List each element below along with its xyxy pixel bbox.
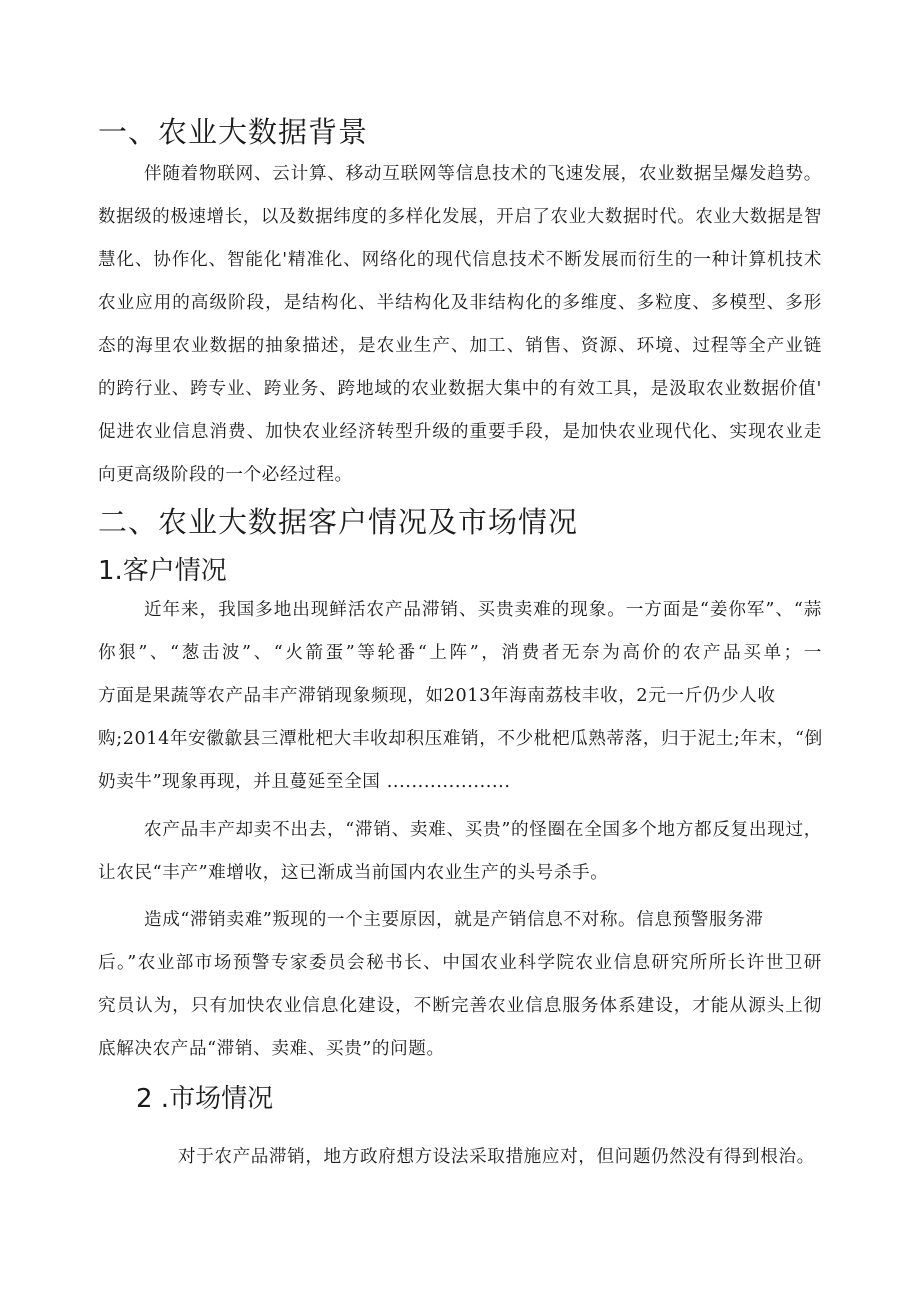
sub1-para2-line-2: 让农民“丰产”难增收，这已渐成当前国内农业生产的头号杀手。 — [98, 863, 609, 883]
section-1-line-6: 的跨行业、跨专业、跨业务、跨地域的农业数据大集中的有效工具，是汲取农业数据价值' — [98, 379, 822, 399]
section-1-line-5: 态的海里农业数据的抽象描述，是农业生产、加工、销售、资源、环境、过程等全产业链 — [98, 336, 822, 356]
sub2-para1-line-1: 对于农产品滞销，地方政府想方设法采取措施应对，但问题仍然没有得到根治。 — [178, 1147, 815, 1167]
section-1-line-1: 伴随着物联网、云计算、移动互联网等信息技术的飞速发展，农业数据呈爆发趋势。 — [144, 164, 822, 184]
sub1-para3-line-4: 底解决农产品“滞销、卖难、买贵”的问题。 — [98, 1039, 445, 1059]
sub1-para3-line-3: 究员认为，只有加快农业信息化建设，不断完善农业信息服务体系建设，才能从源头上彻 — [98, 996, 822, 1016]
sub1-para3-line-1: 造成“滞销卖难”叛现的一个主要原因，就是产销信息不对称。信息预警服务滞 — [144, 910, 764, 930]
sub1-para1-line-5: 奶卖牛”现象再现，并且蔓延至全国 .................... — [98, 772, 511, 792]
section-1-line-4: 农业应用的高级阶段，是结构化、半结构化及非结构化的多维度、多粒度、多模型、多形 — [98, 293, 822, 313]
subsection-2-heading: 2 .市场情况 — [136, 1084, 274, 1114]
sub1-para2-line-1: 农产品丰产却卖不出去，“滞销、卖难、买贵”的怪圈在全国多个地方都反复出现过， — [144, 820, 822, 840]
section-1-line-2: 数据级的极速增长，以及数据纬度的多样化发展，开启了农业大数据时代。农业大数据是智 — [98, 207, 822, 227]
sub1-para3-line-2: 后。”农业部市场预警专家委员会秘书长、中国农业科学院农业信息研究所所长许世卫研 — [98, 953, 822, 973]
section-1-line-8: 向更高级阶段的一个必经过程。 — [98, 465, 353, 485]
section-1-heading: 一、农业大数据背景 — [98, 115, 369, 149]
section-2-heading: 二、农业大数据客户情况及市场情况 — [98, 505, 579, 539]
section-1-line-7: 促进农业信息消费、加快农业经济转型升级的重要手段，是加快农业现代化、实现农业走 — [98, 422, 822, 442]
subsection-1-heading: 1.客户情况 — [98, 556, 227, 586]
sub1-para1-line-1: 近年来，我国多地出现鲜活农产品滞销、买贵卖难的现象。一方面是“姜你军”、“蒜 — [144, 600, 822, 620]
sub1-para1-line-2: 你狠”、“葱击波”、“火箭蛋”等轮番“上阵”，消费者无奈为高价的农产品买单；一 — [98, 643, 822, 663]
section-1-line-3: 慧化、协作化、智能化'精准化、网络化的现代信息技术不断发展而衍生的一种计算机技术 — [98, 250, 822, 270]
sub1-para1-line-4: 购;2014年安徽歙县三潭枇杷大丰收却积压难销，不少枇杷瓜熟蒂落，归于泥土;年末，“倒 — [98, 729, 823, 749]
sub1-para1-line-3: 方面是果蔬等农产品丰产滞销现象频现，如2013年海南荔枝丰收，2元一斤仍少人收 — [98, 686, 776, 706]
